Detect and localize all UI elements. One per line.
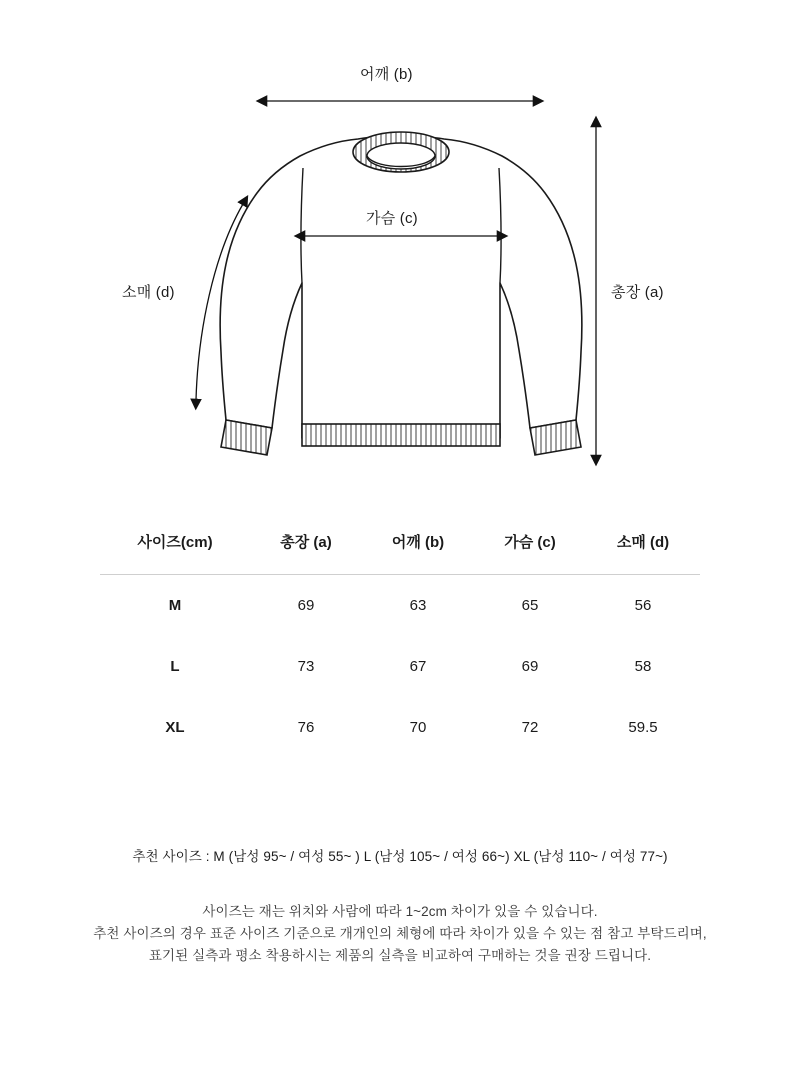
table-header (100, 515, 700, 575)
cell-length: 73 (297, 658, 315, 675)
shoulder-dimension-label: 어깨 (b) (360, 66, 413, 83)
size-notes (0, 845, 800, 967)
size-table-wrapper (100, 515, 700, 758)
column-header-sleeve: 소매 (d) (616, 534, 670, 551)
column-header-chest: 가슴 (c) (504, 534, 556, 551)
table-header-row (100, 515, 700, 575)
cell-size: L (170, 658, 180, 675)
cell-chest: 72 (521, 719, 539, 736)
cell-length: 69 (297, 597, 315, 614)
column-header-size: 사이즈(cm) (137, 534, 213, 551)
cell-size: M (168, 597, 182, 614)
cell-sleeve: 59.5 (628, 719, 658, 736)
table-row (100, 697, 700, 758)
cell-shoulder: 63 (409, 597, 427, 614)
disclaimer-line-1: 사이즈는 재는 위치와 사람에 따라 1~2cm 차이가 있을 수 있습니다. (202, 904, 598, 919)
recommended-size-note: 추천 사이즈 : M (남성 95~ / 여성 55~ ) L (남성 105~ / 여성 66~) XL (남성 110~ / 여성 77~) (132, 849, 668, 864)
disclaimer-line-3: 표기된 실측과 평소 착용하시는 제품의 실측을 비교하여 구매하는 것을 권장 드립니다. (148, 948, 652, 963)
table-body (100, 575, 700, 759)
cell-length: 76 (297, 719, 315, 736)
cell-sleeve: 58 (634, 658, 652, 675)
sleeve-dimension-label: 소매 (d) (122, 284, 175, 301)
disclaimer-line-2: 추천 사이즈의 경우 표준 사이즈 기준으로 개개인의 체형에 따라 차이가 있을 수 있는 점 참고 부탁드리며, (93, 926, 707, 941)
cell-chest: 69 (521, 658, 539, 675)
column-header-length: 총장 (a) (280, 534, 332, 551)
cell-shoulder: 70 (409, 719, 427, 736)
cell-sleeve: 56 (634, 597, 652, 614)
cell-size: XL (165, 719, 185, 736)
chest-dimension-label: 가슴 (c) (366, 210, 418, 227)
column-header-shoulder: 어깨 (b) (391, 534, 445, 551)
cell-chest: 65 (521, 597, 539, 614)
size-table (100, 515, 700, 758)
length-dimension-label: 총장 (a) (611, 284, 664, 301)
garment-diagram (0, 0, 800, 500)
table-row (100, 575, 700, 637)
cell-shoulder: 67 (409, 658, 427, 675)
table-row (100, 636, 700, 697)
